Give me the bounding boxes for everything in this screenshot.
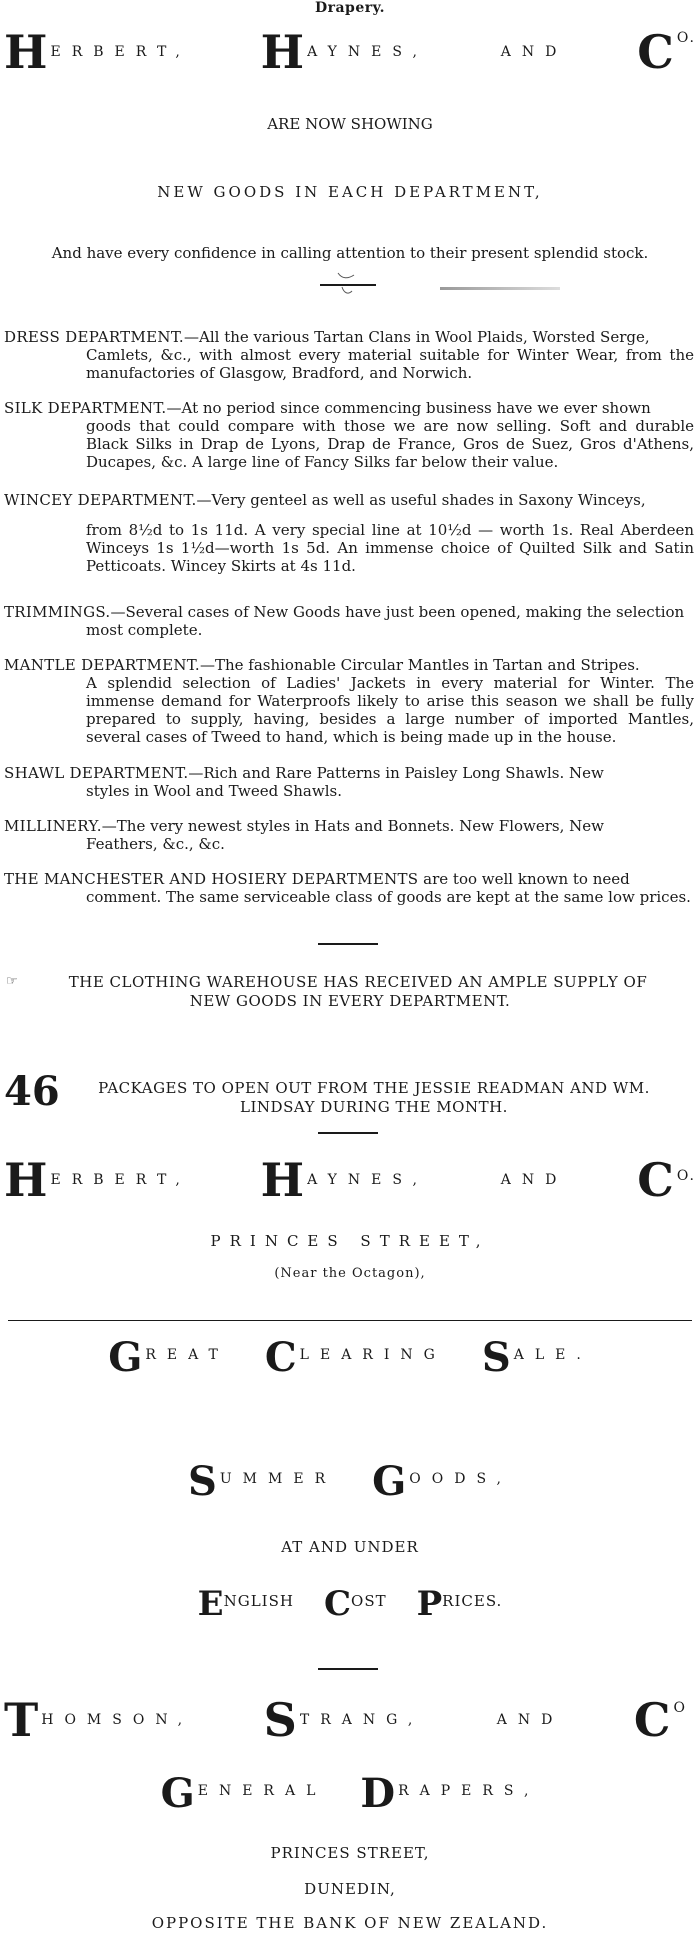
at-and-under: AT AND UNDER — [281, 1538, 419, 1556]
firm-word: O. — [676, 1168, 696, 1184]
initial-letter: S — [187, 1458, 217, 1505]
heading-word: OST — [351, 1592, 387, 1610]
firm-word: AYNES, — [307, 44, 428, 60]
initial-letter: G — [372, 1458, 407, 1505]
firm-word: ERBERT, — [50, 1172, 191, 1188]
divider — [318, 1132, 378, 1134]
initial-letter: H — [260, 1153, 305, 1207]
firm-name-herbert-haynes-footer — [4, 1153, 696, 1207]
firm-word: O. — [676, 30, 696, 46]
packages-line-2: LINDSAY DURING THE MONTH. — [240, 1098, 508, 1116]
ad3-street: PRINCES STREET, — [270, 1844, 430, 1862]
clothing-line-2: NEW GOODS IN EVERY DEPARTMENT. — [189, 992, 511, 1010]
initial-letter: P — [416, 1584, 443, 1624]
heading-word: RAPERS, — [398, 1783, 540, 1799]
heading-word: OODS, — [409, 1471, 513, 1487]
initial-letter: G — [108, 1334, 143, 1381]
department-text: —Rich and Rare Patterns in Paisley Long Shawls. New — [188, 764, 604, 782]
initial-letter: H — [260, 25, 305, 79]
faded-rule — [440, 287, 560, 290]
department-heading: SHAWL DEPARTMENT. — [4, 764, 189, 782]
department-heading: SILK DEPARTMENT. — [4, 399, 167, 417]
heading-word: UMMER — [219, 1471, 337, 1487]
divider — [318, 1668, 378, 1670]
packages-number: 46 — [4, 1068, 60, 1115]
confidence-line: And have every confidence in calling attention to their present splendid stock. — [51, 244, 649, 262]
initial-letter: C — [323, 1584, 352, 1624]
department-heading: MILLINERY. — [4, 817, 102, 835]
heading-word: REAT — [145, 1347, 229, 1363]
department-heading: TRIMMINGS. — [4, 603, 111, 621]
department-text: Camlets, &c., with almost every material suitable for Winter Wear, from the manufactories of Glasgow, Bradford, and Norwich. — [86, 346, 694, 382]
section-rule — [8, 1320, 692, 1321]
showing-line: ARE NOW SHOWING — [267, 115, 433, 133]
department-text: goods that could compare with those we are now selling. Soft and durable Black Silks in Drap de Lyons, Drap de France, Gros de Suez, Gros d'Athens, Ducapes, &c. A large line of Fancy Silks far below their value. — [86, 417, 694, 471]
heading-word: LEARING — [299, 1347, 446, 1363]
mantle-department — [4, 656, 694, 746]
firm-word: AND — [500, 1172, 568, 1188]
department-text: —At no period since commencing business have we ever shown — [166, 399, 651, 417]
department-text: most complete. — [86, 621, 203, 639]
department-heading: MANTLE DEPARTMENT. — [4, 656, 200, 674]
initial-letter: G — [160, 1770, 195, 1817]
department-text: are too well known to need — [418, 870, 630, 888]
street-address: PRINCES STREET, — [210, 1232, 490, 1250]
department-text: styles in Wool and Tweed Shawls. — [86, 782, 342, 800]
heading-word: NGLISH — [223, 1592, 294, 1610]
initial-letter: H — [4, 1153, 48, 1207]
department-text: —The fashionable Circular Mantles in Tartan and Stripes. — [199, 656, 640, 674]
firm-word: HOMSON, — [41, 1712, 194, 1728]
packages-line-1: PACKAGES TO OPEN OUT FROM THE JESSIE READMAN AND WM. — [98, 1079, 650, 1097]
initial-letter: S — [263, 1693, 297, 1747]
initial-letter: C — [633, 1693, 671, 1747]
firm-word: AYNES, — [307, 1172, 428, 1188]
initial-letter: D — [360, 1770, 396, 1817]
summer-goods — [0, 1458, 700, 1505]
trimmings — [4, 603, 694, 639]
shawl-department — [4, 764, 694, 800]
department-text: —The very newest styles in Hats and Bonnets. New Flowers, New — [101, 817, 604, 835]
initial-letter: T — [4, 1693, 39, 1747]
department-text: —All the various Tartan Clans in Wool Plaids, Worsted Serge, — [184, 328, 650, 346]
department-heading: WINCEY DEPARTMENT. — [4, 491, 197, 509]
initial-letter: C — [637, 25, 674, 79]
firm-name-thomson-strang — [4, 1693, 696, 1747]
millinery — [4, 817, 694, 853]
heading-word: RICES. — [442, 1592, 503, 1610]
initial-letter: H — [4, 25, 48, 79]
flourish-ornament — [318, 265, 378, 299]
department-heading: DRESS DEPARTMENT. — [4, 328, 184, 346]
initial-letter: S — [481, 1334, 511, 1381]
great-clearing-sale — [0, 1334, 700, 1381]
near-octagon: (Near the Octagon), — [274, 1266, 426, 1281]
department-text: —Several cases of New Goods have just been opened, making the selection — [110, 603, 685, 621]
department-text: from 8½d to 1s 11d. A very special line at 10½d — worth 1s. Real Aberdeen Winceys 1s 1½d—worth 1s 5d. An immense choice of Quilted Silk and Satin Petticoats. Wincey Skirts at 4s 11d. — [86, 521, 694, 575]
firm-word: TRANG, — [299, 1712, 424, 1728]
divider — [318, 943, 378, 945]
english-cost-prices — [0, 1584, 700, 1624]
department-text: comment. The same serviceable class of goods are kept at the same low prices. — [86, 888, 691, 906]
section-heading: Drapery. — [314, 0, 386, 16]
firm-word: O — [673, 1700, 696, 1716]
ad3-opposite: OPPOSITE THE BANK OF NEW ZEALAND. — [151, 1914, 549, 1932]
pointing-hand-icon: ☞ — [6, 974, 18, 989]
department-text: Feathers, &c., &c. — [86, 835, 225, 853]
initial-letter: E — [197, 1584, 224, 1624]
department-text: —Very genteel as well as useful shades in Saxony Winceys, — [196, 491, 646, 509]
clothing-line-1: THE CLOTHING WAREHOUSE HAS RECEIVED AN AMPLE SUPPLY OF — [68, 973, 648, 991]
general-drapers — [0, 1770, 700, 1817]
silk-department — [4, 399, 694, 471]
department-text: A splendid selection of Ladies' Jackets in every material for Winter. The immense demand for Waterproofs likely to arise this season we shall be fully prepared to supply, having, besides a large number of imported Mantles, several cases of Tweed to hand, which is being made up in the house. — [86, 674, 694, 746]
wincey-department — [4, 491, 694, 575]
firm-word: AND — [496, 1712, 564, 1728]
ad3-city: DUNEDIN, — [304, 1880, 396, 1898]
firm-name-herbert-haynes — [4, 25, 696, 79]
heading-word: ALE. — [513, 1347, 592, 1363]
heading-word: ENERAL — [197, 1783, 327, 1799]
department-heading: THE MANCHESTER AND HOSIERY DEPARTMENTS — [4, 870, 419, 888]
initial-letter: C — [264, 1334, 297, 1381]
new-goods-line: NEW GOODS IN EACH DEPARTMENT, — [157, 183, 543, 201]
firm-word: AND — [500, 44, 568, 60]
manchester-hosiery — [4, 870, 694, 906]
initial-letter: C — [637, 1153, 674, 1207]
firm-word: ERBERT, — [50, 44, 191, 60]
dress-department — [4, 328, 694, 382]
